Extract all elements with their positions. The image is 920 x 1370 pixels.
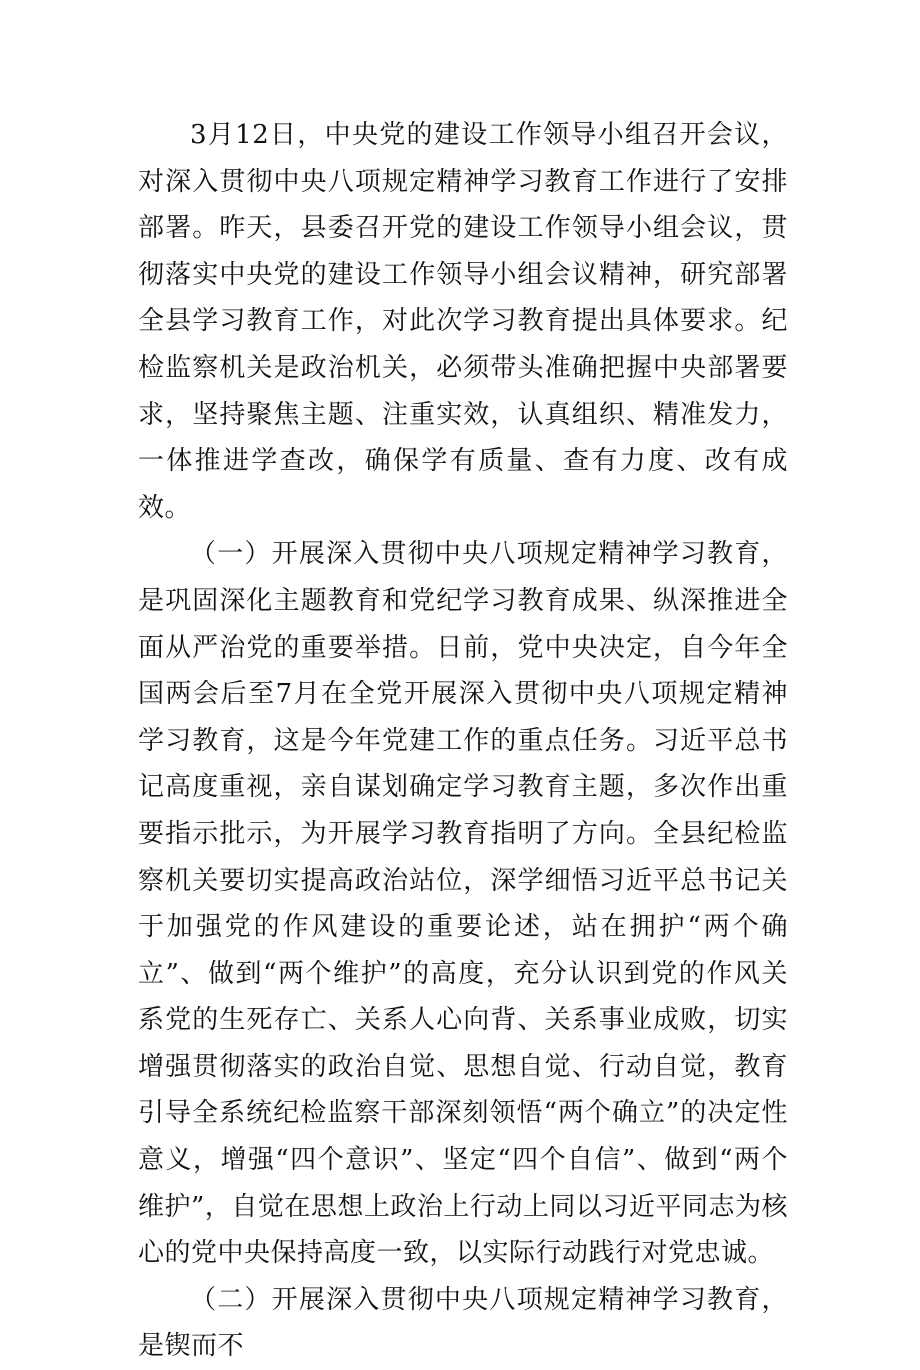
document-page — [138, 112, 788, 1370]
paragraph-section-two: （二）开展深入贯彻中央八项规定精神学习教育，是锲而不 — [138, 1284, 788, 1362]
paragraph-intro: 3月12日，中央党的建设工作领导小组召开会议，对深入贯彻中央八项规定精神学习教育工作进行了安排部署。昨天，县委召开党的建设工作领导小组会议，贯彻落实中央党的建设工作领导小组会议精神，研究部署全县学习教育工作，对此次学习教育提出具体要求。纪检监察机关是政治机关，必须带头准确把握中央部署要求，坚持聚焦主题、注重实效，认真组织、精准发力，一体推进学查改，确保学有质量、查有力度、改有成效。 — [138, 120, 788, 523]
paragraph-section-one: （一）开展深入贯彻中央八项规定精神学习教育，是巩固深化主题教育和党纪学习教育成果、纵深推进全面从严治党的重要举措。日前，党中央决定，自今年全国两会后至7月在全党开展深入贯彻中央八项规定精神学习教育，这是今年党建工作的重点任务。习近平总书记高度重视，亲自谋划确定学习教育主题，多次作出重要指示批示，为开展学习教育指明了方向。全县纪检监察机关要切实提高政治站位，深学细悟习近平总书记关于加强党的作风建设的重要论述，站在拥护“两个确立”、做到“两个维护”的高度，充分认识到党的作风关系党的生死存亡、关系人心向背、关系事业成败，切实增强贯彻落实的政治自觉、思想自觉、行动自觉，教育引导全系统纪检监察干部深刻领悟“两个确立”的决定性意义，增强“四个意识”、坚定“四个自信”、做到“两个维护”，自觉在思想上政治上行动上同以习近平同志为核心的党中央保持高度一致，以实际行动践行对党忠诚。 — [138, 539, 788, 1269]
